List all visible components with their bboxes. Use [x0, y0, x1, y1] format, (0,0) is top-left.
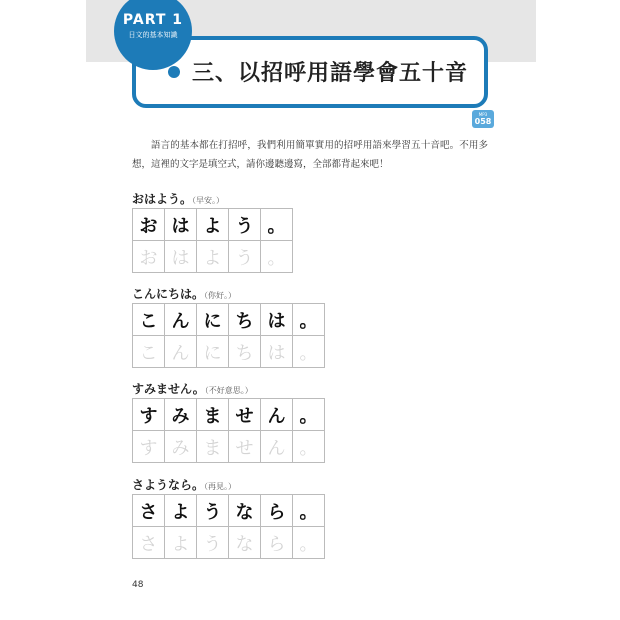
tracing-char-cell[interactable]: さ — [132, 526, 165, 559]
greeting-phrase: こんにちは。 — [132, 287, 205, 301]
tracing-char-cell[interactable]: ん — [164, 335, 197, 368]
tracing-char-cell[interactable]: 。 — [292, 526, 325, 559]
model-row — [132, 303, 325, 336]
tracing-char-cell[interactable]: う — [196, 526, 229, 559]
greeting-phrase: すみません。 — [132, 382, 205, 396]
tracing-row — [132, 431, 325, 463]
tracing-char-cell[interactable]: ら — [260, 526, 293, 559]
model-char-cell: う — [196, 494, 229, 527]
tracing-char-cell[interactable]: な — [228, 526, 261, 559]
model-char-cell: 。 — [292, 303, 325, 336]
model-char-cell: は — [260, 303, 293, 336]
model-char-cell: ら — [260, 494, 293, 527]
part-label: PART 1 — [122, 12, 184, 28]
model-char-cell: ん — [164, 303, 197, 336]
greeting-translation: （再見。） — [204, 482, 237, 491]
greeting-label — [132, 380, 253, 397]
tracing-char-cell[interactable]: お — [132, 240, 165, 273]
greeting-block — [132, 190, 286, 269]
tracing-char-cell[interactable]: こ — [132, 335, 165, 368]
writing-grid — [132, 303, 325, 368]
tracing-char-cell[interactable]: み — [164, 430, 197, 463]
greeting-translation: （早安。） — [192, 196, 225, 205]
part-subtitle: 日文的基本知識 — [128, 31, 178, 39]
audio-track-badge[interactable] — [472, 110, 494, 128]
tracing-char-cell[interactable]: す — [132, 430, 165, 463]
model-char-cell: に — [196, 303, 229, 336]
model-char-cell: 。 — [260, 208, 293, 241]
greeting-translation: （不好意思。） — [204, 386, 253, 395]
tracing-char-cell[interactable]: よ — [164, 526, 197, 559]
writing-grid — [132, 398, 325, 463]
tracing-char-cell[interactable]: よ — [196, 240, 229, 273]
tracing-char-cell[interactable]: 。 — [292, 430, 325, 463]
tracing-char-cell[interactable]: ち — [228, 335, 261, 368]
greeting-translation: （你好。） — [204, 291, 237, 300]
tracing-row — [132, 241, 293, 273]
model-char-cell: 。 — [292, 398, 325, 431]
tracing-char-cell[interactable]: 。 — [260, 240, 293, 273]
track-number: 058 — [474, 117, 492, 126]
bullet-dot — [168, 66, 180, 78]
model-char-cell: ち — [228, 303, 261, 336]
model-char-cell: ん — [260, 398, 293, 431]
tracing-char-cell[interactable]: せ — [228, 430, 261, 463]
model-char-cell: み — [164, 398, 197, 431]
tracing-char-cell[interactable]: ま — [196, 430, 229, 463]
greeting-block — [132, 380, 318, 459]
model-row — [132, 208, 293, 241]
greeting-label — [132, 476, 236, 493]
model-char-cell: せ — [228, 398, 261, 431]
model-char-cell: 。 — [292, 494, 325, 527]
model-char-cell: よ — [164, 494, 197, 527]
model-row — [132, 398, 325, 431]
track-label: MP3 — [478, 112, 488, 117]
tracing-char-cell[interactable]: に — [196, 335, 229, 368]
book-page — [86, 0, 536, 620]
tracing-char-cell[interactable]: う — [228, 240, 261, 273]
chapter-title: 三、以招呼用語學會五十音 — [192, 61, 469, 86]
intro-paragraph: 語言的基本都在打招呼，我們利用簡單實用的招呼用語來學習五十音吧。不用多想，這裡的文字是填空式，請你邊聽邊寫，全部都背起來吧！ — [132, 140, 488, 170]
page-number: 48 — [132, 580, 144, 590]
model-char-cell: ま — [196, 398, 229, 431]
writing-grid — [132, 494, 325, 559]
model-char-cell: こ — [132, 303, 165, 336]
model-char-cell: は — [164, 208, 197, 241]
greeting-block — [132, 476, 318, 555]
tracing-char-cell[interactable]: ん — [260, 430, 293, 463]
model-char-cell: う — [228, 208, 261, 241]
model-char-cell: す — [132, 398, 165, 431]
model-char-cell: お — [132, 208, 165, 241]
greeting-phrase: おはよう。 — [132, 192, 193, 206]
greeting-label — [132, 190, 224, 207]
tracing-row — [132, 527, 325, 559]
model-char-cell: さ — [132, 494, 165, 527]
greeting-phrase: さようなら。 — [132, 478, 205, 492]
writing-grid — [132, 208, 293, 273]
model-row — [132, 494, 325, 527]
model-char-cell: な — [228, 494, 261, 527]
model-char-cell: よ — [196, 208, 229, 241]
tracing-char-cell[interactable]: は — [164, 240, 197, 273]
greeting-block — [132, 285, 318, 364]
tracing-char-cell[interactable]: 。 — [292, 335, 325, 368]
tracing-row — [132, 336, 325, 368]
greeting-label — [132, 285, 236, 302]
tracing-char-cell[interactable]: は — [260, 335, 293, 368]
